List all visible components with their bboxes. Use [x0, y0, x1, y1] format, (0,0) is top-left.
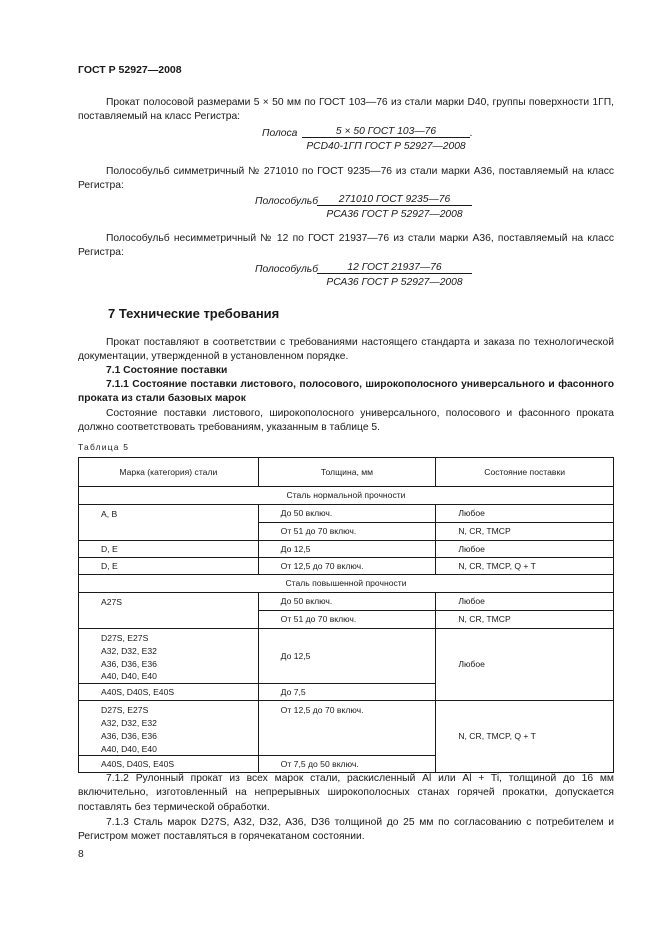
formula-numerator: 271010 ГОСТ 9235—76 — [317, 194, 472, 206]
formula-tail: . — [470, 128, 473, 139]
cell-thickness: До 50 включ. — [258, 505, 436, 523]
cell-thickness: До 12,5 — [258, 541, 436, 558]
table-row — [79, 541, 614, 558]
subsection-heading-7-1-1: 7.1.1 Состояние поставки листового, полосового, широкополосного универсального и фасонного проката из стали базовых марок — [78, 379, 614, 405]
cell-grade: A27S — [79, 593, 259, 629]
grade-line: D27S, E27S — [101, 633, 149, 643]
cell-state: N, CR, TMCP — [436, 611, 614, 629]
paragraph-strip-example: Прокат полосовой размерами 5 × 50 мм по ГОСТ 103—76 из стали марки D40, группы поверхности 1ГП, поставляемый на класс Регистра: — [78, 97, 614, 123]
cell-state: Любое — [436, 593, 614, 611]
grade-line: A40, D40, E40 — [101, 671, 157, 682]
formula-label: Полоса — [262, 128, 298, 139]
table-caption: Таблица 5 — [78, 442, 130, 452]
cell-state: Любое — [436, 505, 614, 523]
paragraph-delivery-state: Состояние поставки листового, широкополосного универсального, полосового и фасонного проката должно соответствовать требованиям, указанным в таблице 5. — [78, 408, 614, 434]
paragraph-7-1-2: 7.1.2 Рулонный прокат из всех марок стали, раскисленный Al или Al + Ti, толщиной до 16 мм включительно, изготовленный на непрерывных широкополосных станах горячей прокатки, допускается поставлять без термической обработки. — [78, 773, 614, 813]
cell-grade: A40S, D40S, E40S — [79, 756, 259, 773]
grade-line: A36, D36, E36 — [101, 658, 157, 669]
table-row — [79, 505, 614, 523]
formula-label: Полособульб — [255, 196, 318, 207]
cell-grade: A40S, D40S, E40S — [79, 684, 259, 701]
paragraph-bulb-symmetric: Полособульб симметричный № 271010 по ГОСТ 9235—76 из стали марки А36, поставляемый на класс Регистра: — [78, 166, 614, 192]
paragraph-bulb-asymmetric: Полособульб несимметричный № 12 по ГОСТ 21937—76 из стали марки А36, поставляемый на класс Регистра: — [78, 233, 614, 259]
formula-numerator: 12 ГОСТ 21937—76 — [317, 262, 472, 274]
cell-thickness: От 12,5 до 70 включ. — [258, 558, 436, 575]
cell-grade: D, E — [79, 541, 259, 558]
grade-line: A40, D40, E40 — [101, 743, 157, 754]
header-grade: Марка (категория) стали — [79, 458, 259, 487]
cell-state: Любое — [436, 629, 614, 701]
cell-grade-list — [79, 701, 259, 756]
designation-formula-bulb-asymmetric — [255, 262, 515, 294]
header-thickness: Толщина, мм — [258, 458, 436, 487]
table-section-row — [79, 575, 614, 593]
cell-thickness: От 51 до 70 включ. — [258, 611, 436, 629]
page-number: 8 — [78, 849, 84, 860]
cell-thickness: До 7,5 — [258, 684, 436, 701]
section-normal-strength: Сталь нормальной прочности — [79, 487, 614, 505]
cell-state: N, CR, TMCP, Q + T — [436, 701, 614, 773]
table-row — [79, 558, 614, 575]
cell-thickness: До 12,5 — [258, 629, 436, 684]
grade-line: D27S, E27S — [101, 705, 149, 716]
paragraph-technical-requirements: Прокат поставляют в соответствии с требованиями настоящего стандарта и заказа по технологической документации, утвержденной в установленном порядке. — [78, 337, 614, 363]
grade-line: A36, D36, E36 — [101, 730, 157, 741]
cell-thickness: От 7,5 до 50 включ. — [258, 756, 436, 773]
paragraph-7-1-3: 7.1.3 Сталь марок D27S, A32, D32, A36, D36 толщиной до 25 мм по согласованию с потребителем и Регистром может поставляться в горячекатаном состоянии. — [78, 817, 614, 843]
cell-thickness: От 12,5 до 70 включ. — [258, 701, 436, 756]
cell-grade: D, E — [79, 558, 259, 575]
delivery-state-table — [78, 457, 614, 773]
subsection-heading-7-1: 7.1 Состояние поставки — [106, 365, 228, 376]
cell-thickness: До 50 включ. — [258, 593, 436, 611]
table-row — [79, 701, 614, 756]
designation-formula-bulb-symmetric — [255, 194, 515, 226]
formula-denominator: PCD40-1ГП ГОСТ Р 52927—2008 — [306, 141, 466, 152]
table-header-row — [79, 458, 614, 487]
grade-line: A32, D32, E32 — [101, 645, 157, 656]
cell-state: N, CR, TMCP, Q + T — [436, 558, 614, 575]
cell-state: N, CR, TMCP — [436, 523, 614, 541]
cell-state: Любое — [436, 541, 614, 558]
document-header: ГОСТ Р 52927—2008 — [78, 64, 182, 76]
formula-denominator: РСА36 ГОСТ Р 52927—2008 — [326, 277, 463, 288]
header-state: Состояние поставки — [436, 458, 614, 487]
section-heading: 7 Технические требования — [108, 306, 280, 321]
cell-grade-list — [79, 629, 259, 684]
formula-numerator: 5 × 50 ГОСТ 103—76 — [302, 126, 470, 138]
designation-formula-strip — [262, 126, 522, 158]
table-row — [79, 629, 614, 684]
table-row — [79, 593, 614, 611]
formula-denominator: РСА36 ГОСТ Р 52927—2008 — [326, 209, 463, 220]
cell-thickness: От 51 до 70 включ. — [258, 523, 436, 541]
table-section-row — [79, 487, 614, 505]
cell-grade: A, B — [79, 505, 259, 541]
section-high-strength: Сталь повышенной прочности — [79, 575, 614, 593]
grade-line: A32, D32, E32 — [101, 717, 157, 728]
formula-label: Полособульб — [255, 264, 318, 275]
